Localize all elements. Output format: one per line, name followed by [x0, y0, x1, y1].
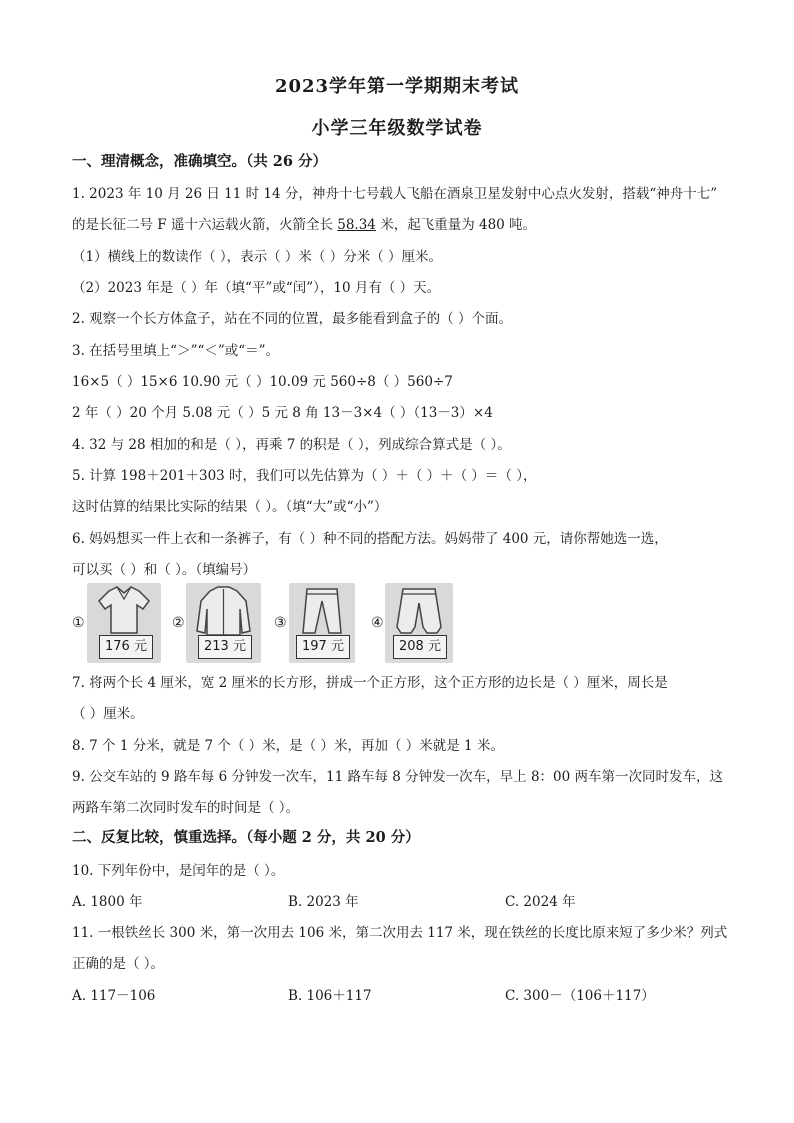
q10-option-b: B. 2023 年 [288, 894, 359, 910]
exam-title: 2023学年第一学期期末考试 [274, 76, 520, 97]
item-3-image [289, 583, 355, 663]
q7-line-1: 7. 将两个长 4 厘米，宽 2 厘米的长方形，拼成一个正方形，这个正方形的边长是（ ）厘米，周长是 [72, 675, 668, 691]
item-4-price: 208 元 [393, 635, 447, 659]
item-1-price: 176 元 [99, 635, 153, 659]
q6-line-1: 6. 妈妈想买一件上衣和一条裤子，有（ ）种不同的搭配方法。妈妈带了 400 元，请你帮她选一选， [72, 531, 668, 547]
q7-line-2: （ ）厘米。 [72, 706, 144, 722]
q4: 4. 32 与 28 相加的和是（ ），再乘 7 的积是（ ），列成综合算式是（ ）。 [72, 437, 511, 453]
item-2-image [186, 583, 261, 663]
item-2-price: 213 元 [198, 635, 252, 659]
rocket-length-underlined: 58.34 [337, 217, 376, 233]
q1-line-2-c: 米，起飞重量为 480 吨。 [375, 217, 537, 233]
q9-line-1: 9. 公交车站的 9 路车每 6 分钟发一次车，11 路车每 8 分钟发一次车，早上 8：00 两车第一次同时发车，这 [72, 769, 724, 785]
section-2-heading: 二、反复比较，慎重选择。（每小题 2 分，共 20 分） [72, 829, 420, 846]
q11-option-b: B. 106＋117 [288, 988, 372, 1004]
section-1-heading: 一、理清概念，准确填空。（共 26 分） [72, 153, 328, 170]
q3-head: 3. 在括号里填上“＞”“＜”或“＝”。 [72, 343, 280, 359]
q11-line-2: 正确的是（ ）。 [72, 956, 165, 972]
q8: 8. 7 个 1 分米，就是 7 个（ ）米，是（ ）米，再加（ ）米就是 1 米。 [72, 738, 504, 754]
q1-sub-2: （2）2023 年是（ ）年（填“平”或“闰”），10 月有（ ）天。 [72, 280, 441, 296]
q9-line-2: 两路车第二次同时发车的时间是（ ）。 [72, 800, 300, 816]
q11-option-c: C. 300－（106＋117） [505, 988, 655, 1004]
item-4-number: ④ [371, 615, 384, 631]
item-1-image [87, 583, 161, 663]
item-3-number: ③ [274, 615, 287, 631]
q11-line-1: 11. 一根铁丝长 300 米，第一次用去 106 米，第二次用去 117 米，现在铁丝的长度比原来短了多少米？列式 [72, 925, 728, 941]
q11-option-a: A. 117－106 [72, 988, 156, 1004]
item-2-number: ② [172, 615, 185, 631]
q3-row-2: 2 年（ ）20 个月 5.08 元（ ）5 元 8 角 13－3×4（ ）（13－3）×4 [72, 405, 493, 421]
q1-line-2-a: 的是长征二号 F 遥十六运载火箭，火箭全长 [72, 217, 338, 233]
item-1-number: ① [72, 615, 85, 631]
q1-line-1: 1. 2023 年 10 月 26 日 11 时 14 分，神舟十七号载人飞船在酒泉卫星发射中心点火发射，搭载“神舟十七” [72, 186, 718, 202]
q10-stem: 10. 下列年份中，是闰年的是（ ）。 [72, 863, 285, 879]
q10-option-c: C. 2024 年 [505, 894, 576, 910]
item-3-price: 197 元 [296, 635, 350, 659]
exam-subtitle: 小学三年级数学试卷 [311, 118, 483, 139]
q2: 2. 观察一个长方体盒子，站在不同的位置，最多能看到盒子的（ ）个面。 [72, 311, 512, 327]
q5-line-2: 这时估算的结果比实际的结果（ ）。（填“大”或“小”） [72, 499, 388, 515]
q6-line-2: 可以买（ ）和（ ）。（填编号） [72, 562, 257, 578]
q3-row-1: 16×5（ ）15×6 10.90 元（ ）10.09 元 560÷8（ ）560÷7 [72, 374, 453, 390]
q10-option-a: A. 1800 年 [72, 894, 143, 910]
item-4-image [385, 583, 453, 663]
q1-line-2 [72, 213, 536, 233]
q1-sub-1: （1）横线上的数读作（ ），表示（ ）米（ ）分米（ ）厘米。 [72, 249, 443, 265]
q5-line-1: 5. 计算 198＋201＋303 时，我们可以先估算为（ ）＋（ ）＋（ ）＝（ ）， [72, 468, 537, 484]
